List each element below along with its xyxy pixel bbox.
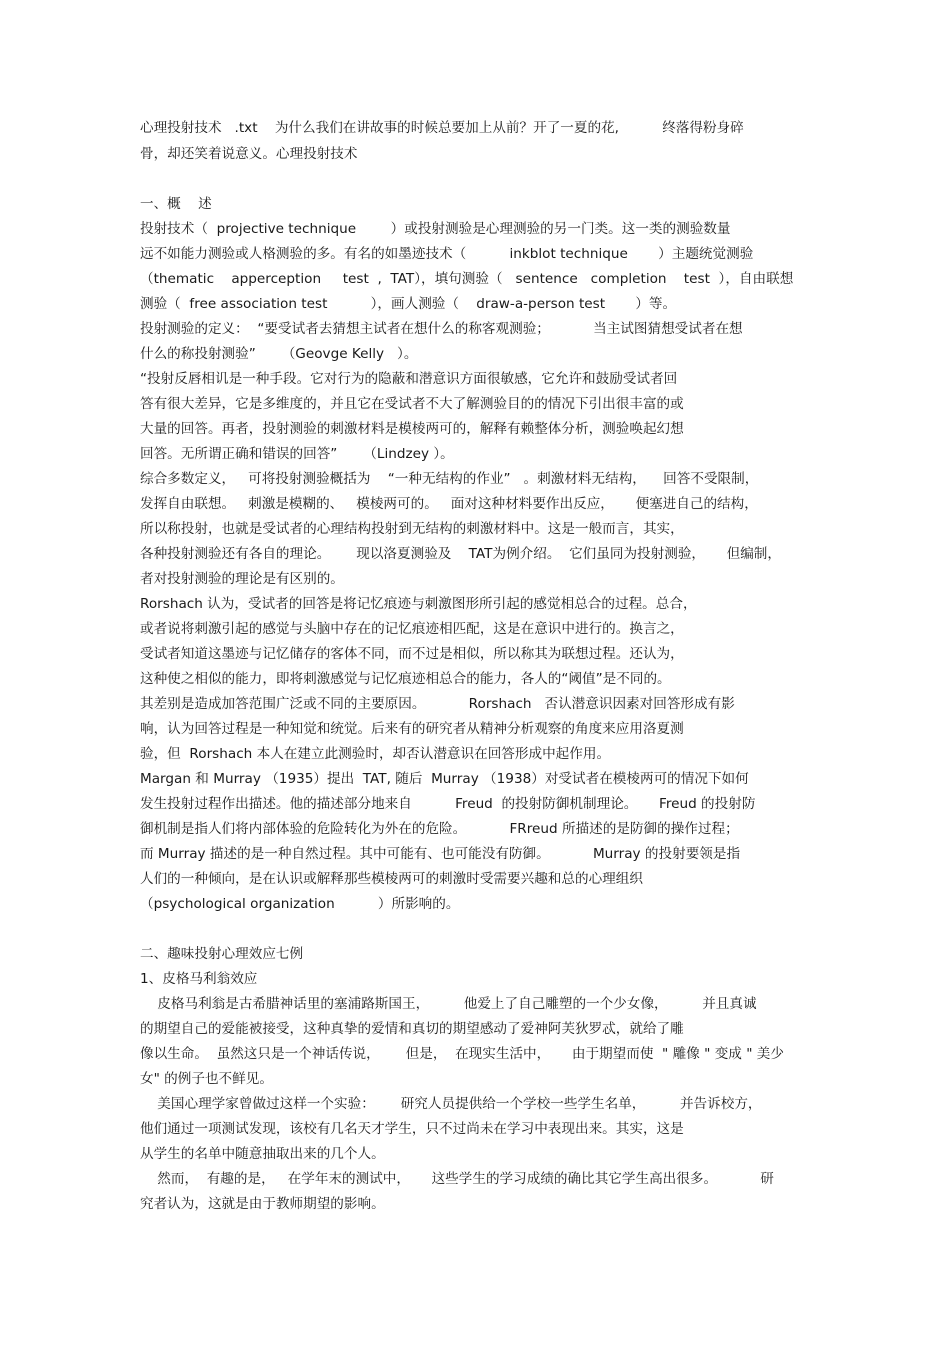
doc-line: 回答。无所谓正确和错误的回答” （Lindzey ）。: [140, 446, 454, 462]
doc-line: 然而， 有趣的是， 在学年末的测试中， 这些学生的学习成绩的确比其它学生高出很多。 研: [140, 1171, 774, 1187]
doc-line: 这种使之相似的能力，即将刺激感觉与记忆痕迹相总合的能力，各人的“阈值”是不同的。: [140, 671, 671, 687]
doc-line: 投射测验的定义： “要受试者去猜想主试者在想什么的称客观测验； 当主试图猜想受试者在想: [140, 321, 743, 337]
doc-line: 发生投射过程作出描述。他的描述部分地来自 Freud 的投射防御机制理论。 Freud 的投射防: [140, 796, 756, 812]
doc-line: “投射反唇相讥是一种手段。它对行为的隐蔽和潜意识方面很敏感，它允许和鼓励受试者回: [140, 371, 678, 387]
doc-line: 或者说将刺激引起的感觉与头脑中存在的记忆痕迹相匹配，这是在意识中进行的。换言之，: [140, 621, 684, 637]
doc-line: Rorshach 认为，受试者的回答是将记忆痕迹与刺激图形所引起的感觉相总合的过程。总合，: [140, 596, 697, 612]
doc-line: 究者认为，这就是由于教师期望的影响。: [140, 1196, 385, 1212]
doc-line: 各种投射测验还有各自的理论。 现以洛夏测验及 TAT为例介绍。 它们虽同为投射测验， 但编制，: [140, 546, 781, 562]
doc-line: 他们通过一项测试发现，该校有几名天才学生，只不过尚未在学习中表现出来。其实，这是: [140, 1121, 684, 1137]
doc-line: 女" 的例子也不鲜见。: [140, 1071, 273, 1087]
doc-line: 远不如能力测验或人格测验的多。有名的如墨迹技术（ inkblot technique ）主题统觉测验: [140, 246, 754, 262]
doc-line: （thematic apperception test , TAT），填句测验（ sentence completion test ），自由联想: [140, 271, 794, 287]
doc-line: 的期望自己的爱能被接受，这种真挚的爱情和真切的期望感动了爱神阿芙狄罗忒，就给了雕: [140, 1021, 684, 1037]
doc-line: 验，但 Rorshach 本人在建立此测验时，却否认潜意识在回答形成中起作用。: [140, 746, 611, 762]
doc-line: （psychological organization ）所影响的。: [140, 896, 460, 912]
doc-line: 什么的称投射测验” （Geovge Kelly ）。: [140, 346, 418, 362]
doc-line: 人们的一种倾向，是在认识或解释那些模棱两可的刺激时受需要兴趣和总的心理组织: [140, 871, 643, 887]
doc-line: 投射技术（ projective technique ）或投射测验是心理测验的另一门类。这一类的测验数量: [140, 221, 731, 237]
doc-line: 者对投射测验的理论是有区别的。: [140, 571, 344, 587]
doc-line: 心理投射技术 .txt 为什么我们在讲故事的时候总要加上从前？开了一夏的花, 终落得粉身碎: [140, 120, 744, 136]
doc-line: 所以称投射，也就是受试者的心理结构投射到无结构的刺激材料中。这是一般而言，其实，: [140, 521, 684, 537]
doc-line: 而 Murray 描述的是一种自然过程。其中可能有、也可能没有防御。 Murray 的投射要领是指: [140, 846, 741, 862]
doc-line: 骨，却还笑着说意义。心理投射技术: [140, 146, 358, 162]
doc-line: 发挥自由联想。 刺激是模糊的、 模棱两可的。 面对这种材料要作出反应， 便塞进自己的结构，: [140, 496, 758, 512]
doc-line: 答有很大差异，它是多维度的，并且它在受试者不大了解测验目的的情况下引出很丰富的或: [140, 396, 684, 412]
doc-line: 大量的回答。再者，投射测验的刺激材料是模棱两可的，解释有赖整体分析，测验唤起幻想: [140, 421, 684, 437]
doc-line: 御机制是指人们将内部体验的危险转化为外在的危险。 FRreud 所描述的是防御的操作过程；: [140, 821, 739, 837]
doc-line: 美国心理学家曾做过这样一个实验： 研究人员提供给一个学校一些学生名单， 并告诉校方，: [140, 1096, 762, 1112]
doc-line: 像以生命。 虽然这只是一个神话传说， 但是， 在现实生活中， 由于期望而使 " 雕像 " 变成 " 美少: [140, 1046, 784, 1062]
doc-line: 皮格马利翁是古希腊神话里的塞浦路斯国王， 他爱上了自己雕塑的一个少女像， 并且真诚: [140, 996, 757, 1012]
doc-line: 其差别是造成加答范围广泛或不同的主要原因。 Rorshach 否认潜意识因素对回答形成有影: [140, 696, 735, 712]
subsection-heading: 1、皮格马利翁效应: [140, 971, 258, 987]
section-heading: 二、趣味投射心理效应七例: [140, 946, 304, 962]
doc-line: Margan 和 Murray （1935）提出 TAT, 随后 Murray （1938）对受试者在模棱两可的情况下如何: [140, 771, 749, 787]
doc-line: 受试者知道这墨迹与记忆储存的客体不同，而不过是相似，所以称其为联想过程。还认为，: [140, 646, 684, 662]
section-heading: 一、概 述: [140, 196, 212, 212]
doc-line: 测验（ free association test ），画人测验（ draw-a-person test ）等。: [140, 296, 677, 312]
doc-line: 响，认为回答过程是一种知觉和统觉。后来有的研究者从精神分析观察的角度来应用洛夏测: [140, 721, 684, 737]
doc-line: 综合多数定义， 可将投射测验概括为 “一种无结构的作业” 。刺激材料无结构， 回答不受限制，: [140, 471, 759, 487]
doc-line: 从学生的名单中随意抽取出来的几个人。: [140, 1146, 385, 1162]
